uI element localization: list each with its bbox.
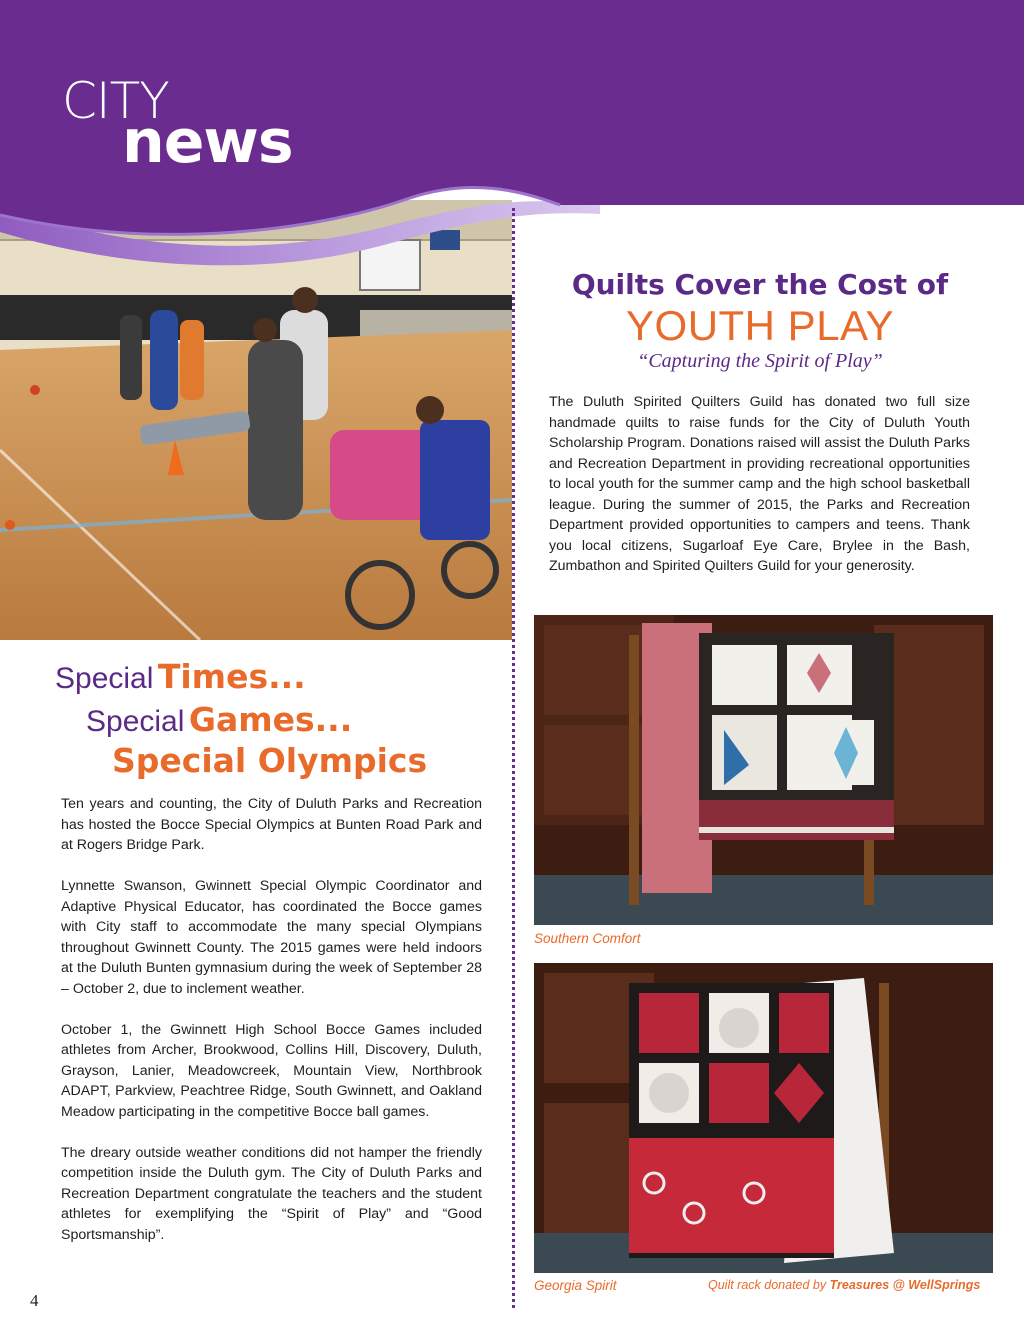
southern-comfort-quilt-photo xyxy=(534,615,993,925)
quilt-rack-credit xyxy=(708,1278,980,1292)
caption-southern-comfort: Southern Comfort xyxy=(534,931,641,946)
quilts-heading: Quilts Cover the Cost of xyxy=(571,268,949,301)
olympics-body xyxy=(61,794,482,1266)
headline-bold-text: Games... xyxy=(188,700,353,739)
masthead-city: CITY xyxy=(62,72,169,130)
quilts-subheading: YOUTH PLAY xyxy=(626,302,894,349)
credit-name: Treasures @ WellSprings xyxy=(829,1278,981,1292)
olympics-paragraph-4: The dreary outside weather conditions did not hamper the friendly competition inside the Duluth gym. The City of Duluth Parks and Recreation Department congratulate the teachers and the student athletes for exemplifying the “Spirit of Play” and “Good Sportsmanship”. xyxy=(61,1144,482,1243)
olympics-headline-line-2 xyxy=(86,700,353,739)
olympics-headline-line-1 xyxy=(55,657,306,696)
headline-light-text: Special xyxy=(86,705,185,738)
olympics-headline-line-3 xyxy=(112,741,428,780)
quilts-tagline: “Capturing the Spirit of Play” xyxy=(637,350,883,372)
olympics-paragraph-2: Lynnette Swanson, Gwinnett Special Olympic Coordinator and Adaptive Physical Educator, has coordinated the Bocce games with City staff to accommodate the many special Olympians throughout Gwinnett County. The 2015 games were held indoors at the Duluth Bunten gymnasium during the week of September 28 – October 2, due to inclement weather. xyxy=(61,878,482,997)
column-divider xyxy=(512,208,515,1308)
caption-georgia-spirit: Georgia Spirit xyxy=(534,1278,617,1293)
georgia-spirit-quilt-photo xyxy=(534,963,993,1273)
headline-light-text: Special xyxy=(55,662,154,695)
headline-bold-text: Times... xyxy=(157,657,306,696)
masthead-news: news xyxy=(122,107,293,177)
headline-bold-text: Special Olympics xyxy=(112,741,428,780)
credit-prefix: Quilt rack donated by xyxy=(708,1278,830,1292)
page-number: 4 xyxy=(30,1291,39,1310)
olympics-paragraph-3: October 1, the Gwinnett High School Bocce Games included athletes from Archer, Brookwood, Collins Hill, Discovery, Duluth, Grayson, Lanier, Meadowcreek, Mountain View, Northbrook ADAPT, Parkview, Peachtree Ridge, South Gwinnett, and Oakland Meadow participating in the competitive Bocce ball games. xyxy=(61,1021,482,1120)
olympics-paragraph-1: Ten years and counting, the City of Duluth Parks and Recreation has hosted the Bocce Special Olympics at Bunten Road Park and at Rogers Bridge Park. xyxy=(61,796,482,853)
quilts-body: The Duluth Spirited Quilters Guild has donated two full size handmade quilts to raise funds for the City of Duluth Youth Scholarship Program. Donations raised will assist the Duluth Parks and Recreation Department in providing recreational opportunities to local youth for the summer camp and the high school basketball league. During the summer of 2015, the Parks and Recreation Department provided opportunities to campers and teens. Thank you local citizens, Sugarloaf Eye Care, Brylee in the Bash, Zumbathon and Spirited Quilters Guild for your generosity. xyxy=(549,394,970,574)
